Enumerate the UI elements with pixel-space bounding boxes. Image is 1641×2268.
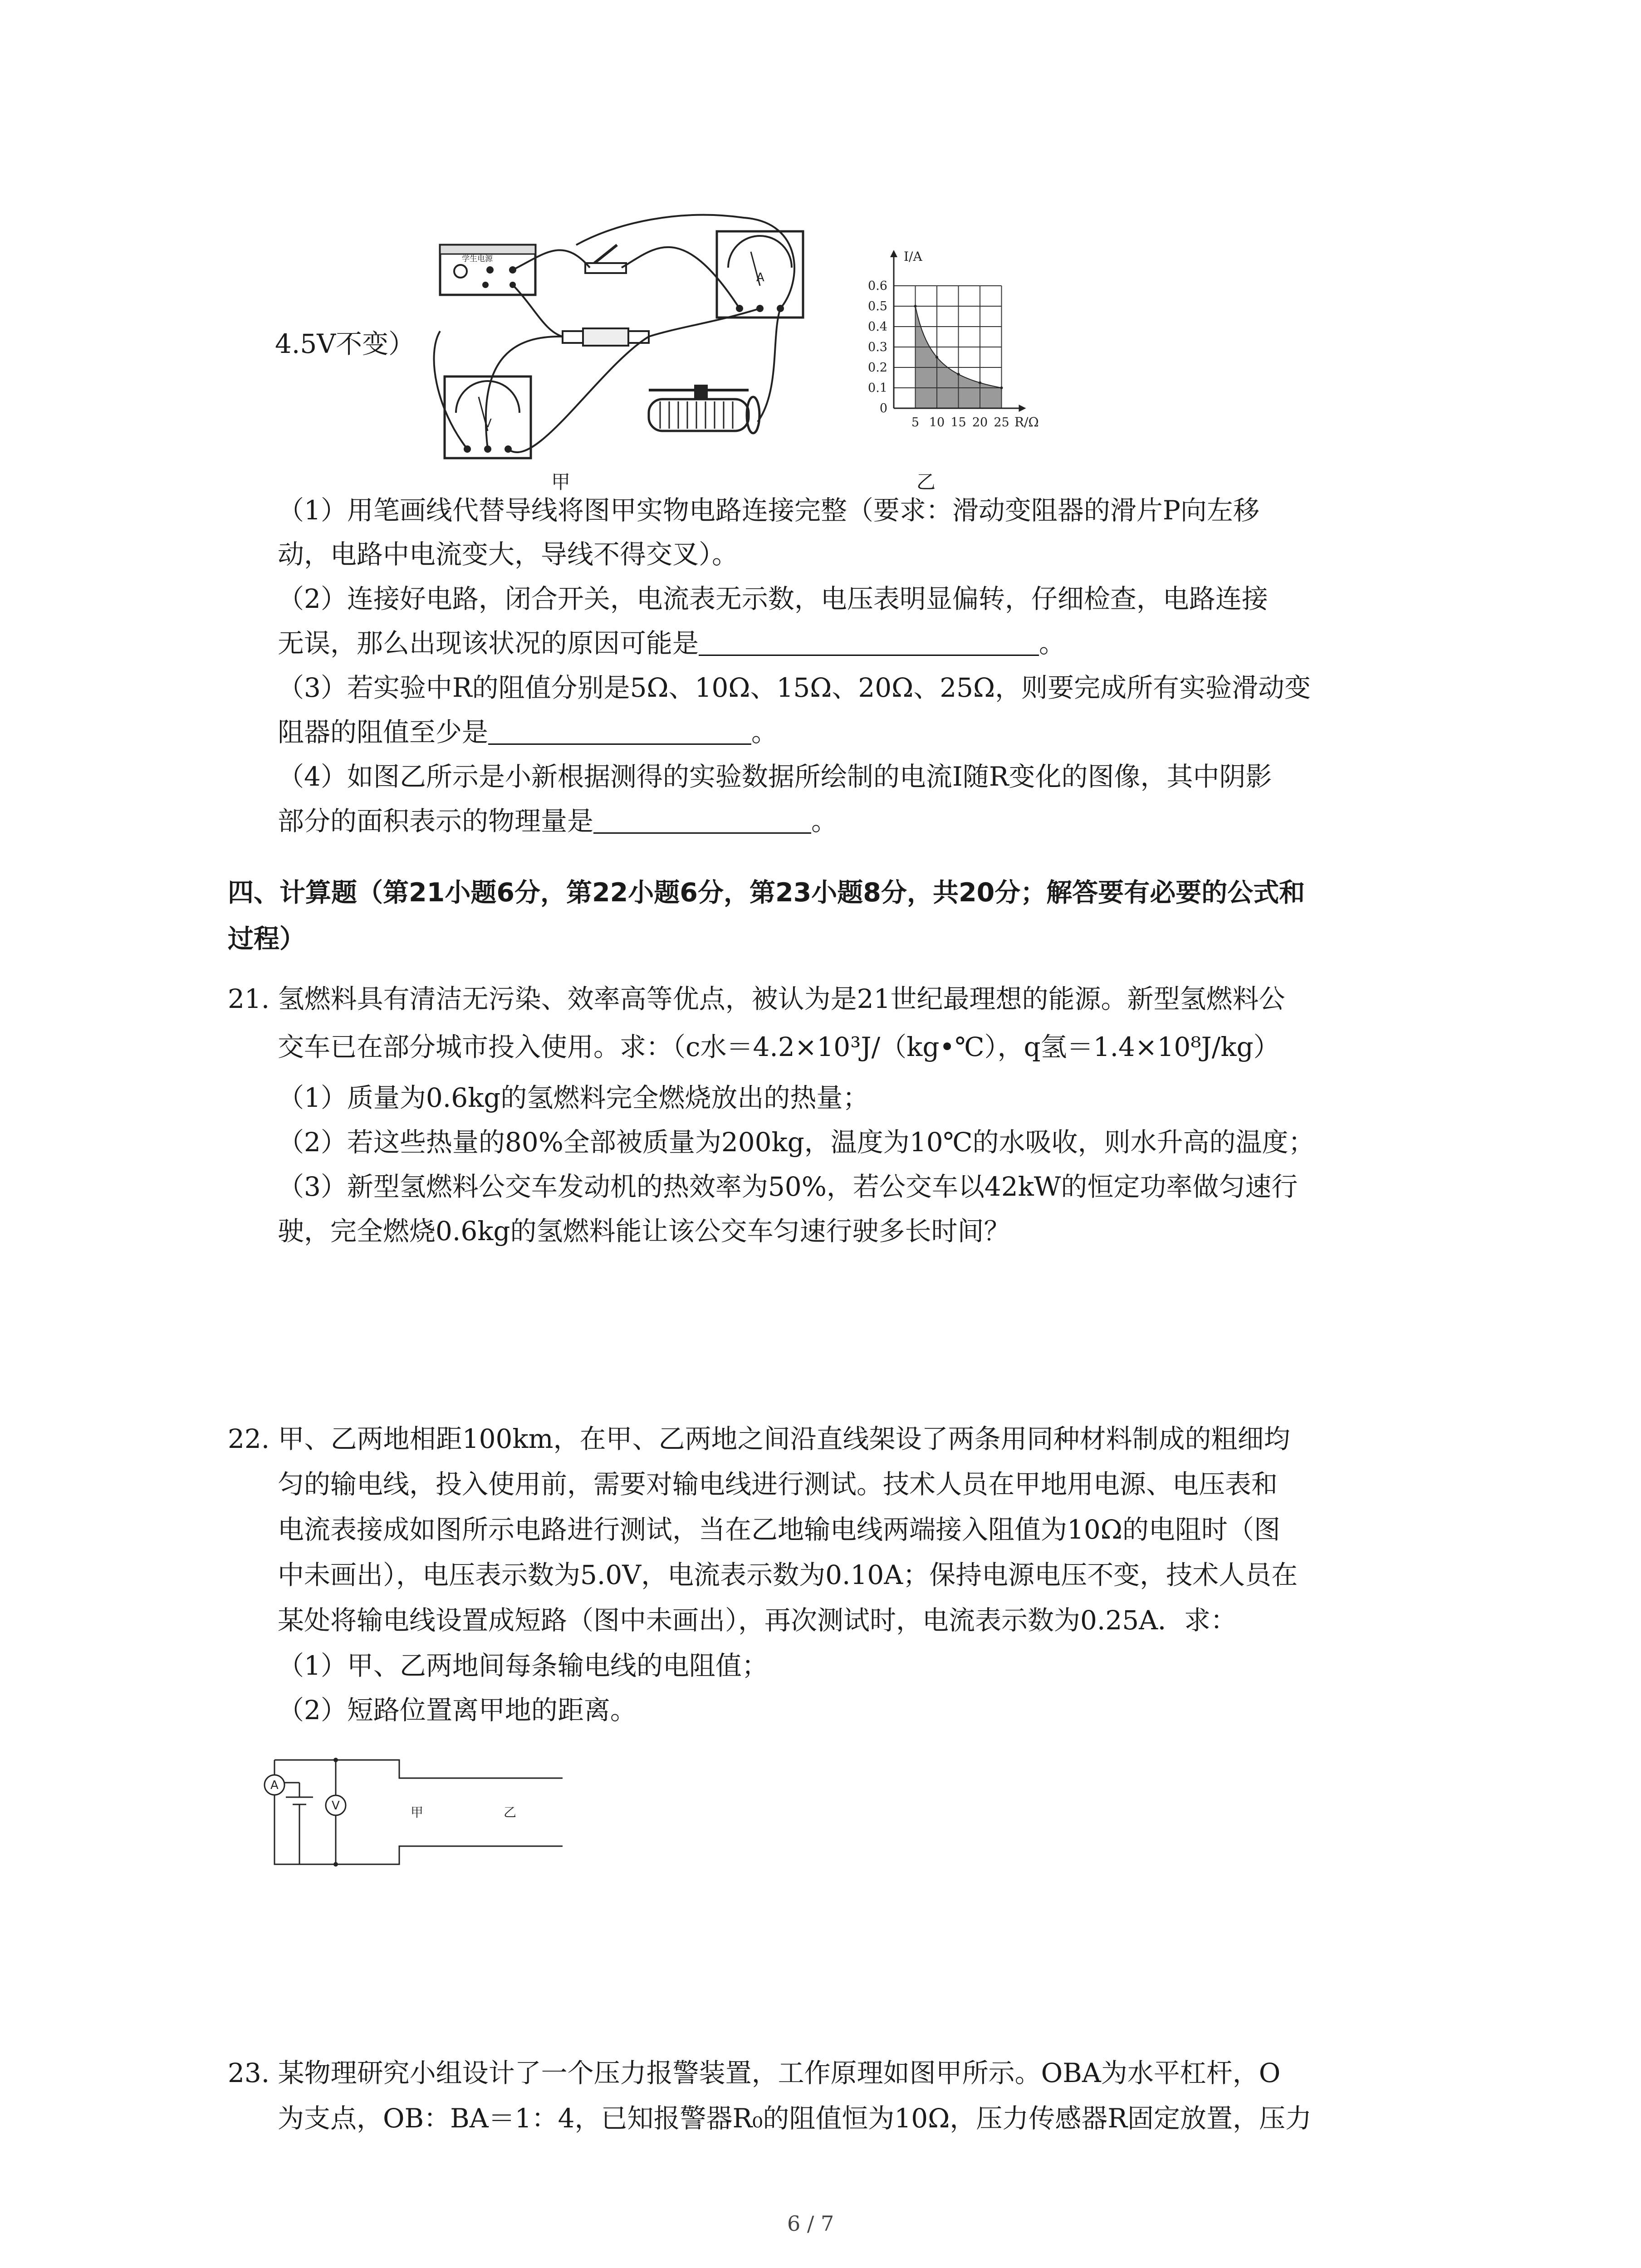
data-point bbox=[936, 356, 938, 359]
q22-sub2: （2）短路位置离甲地的距离。 bbox=[278, 1695, 637, 1725]
power-supply-label: 学生电源 bbox=[462, 254, 493, 264]
data-point bbox=[979, 381, 981, 384]
q21-sub3-line1: （3）新型氢燃料公交车发动机的热效率为50%，若公交车以42kW的恒定功率做匀速行 bbox=[278, 1171, 1298, 1202]
location-yi-label: 乙 bbox=[504, 1805, 517, 1820]
y-tick-label: 0.1 bbox=[868, 381, 887, 395]
section4-heading-line2: 过程） bbox=[228, 924, 305, 954]
q23-line1: 23. 某物理研究小组设计了一个压力报警装置，工作原理如图甲所示。OBA为水平杠杆，O bbox=[228, 2058, 1281, 2088]
y-tick-label: 0.6 bbox=[868, 279, 887, 293]
y-tick-label: 0 bbox=[879, 401, 887, 415]
q20-part4-answer-blank[interactable] bbox=[593, 805, 811, 834]
data-point bbox=[1000, 386, 1003, 389]
q22-line1: 22. 甲、乙两地相距100km，在甲、乙两地之间沿直线架设了两条用同种材料制成的粗细均 bbox=[228, 1423, 1290, 1454]
switch bbox=[585, 245, 626, 273]
q20-part3-period: 。 bbox=[751, 717, 778, 748]
q20-part3-answer-blank[interactable] bbox=[488, 716, 751, 745]
y-axis-arrow bbox=[890, 250, 897, 257]
q20-part2-line1: （2）连接好电路，闭合开关，电流表无示数，电压表明显偏转，仔细检查，电路连接 bbox=[278, 583, 1268, 614]
figure-caption-yi: 乙 bbox=[916, 471, 936, 493]
q20-part1-line2: 动，电路中电流变大，导线不得交叉）。 bbox=[278, 539, 739, 570]
q20-part3-text: 阻器的阻值至少是 bbox=[278, 717, 489, 748]
q22-line4: 中未画出），电压表示数为5.0V，电流表示数为0.10A；保持电源电压不变，技术人员在 bbox=[278, 1559, 1298, 1590]
q21-sub2: （2）若这些热量的80%全部被质量为200kg，温度为10℃的水吸收，则水升高的温度； bbox=[278, 1127, 1315, 1158]
q20-part3-line1: （3）若实验中R的阻值分别是5Ω、10Ω、15Ω、20Ω、25Ω，则要完成所有实验滑动变 bbox=[278, 672, 1311, 703]
x-tick-label: 15 bbox=[950, 415, 966, 430]
y-tick-label: 0.5 bbox=[868, 299, 887, 313]
q20-part2-answer-blank[interactable] bbox=[699, 627, 1039, 656]
x-tick-label: 25 bbox=[994, 415, 1009, 430]
q23-line2: 为支点，OB：BA＝1：4，已知报警器R₀的阻值恒为10Ω，压力传感器R固定放置，压力 bbox=[278, 2103, 1312, 2134]
section4-heading-line1: 四、计算题（第21小题6分，第22小题6分，第23小题8分，共20分；解答要有必要的公式和 bbox=[228, 878, 1305, 908]
x-axis-arrow bbox=[1019, 405, 1026, 412]
ammeter-label: A bbox=[756, 271, 764, 284]
rheostat bbox=[649, 385, 759, 433]
circuit-prefix-text: 4.5V不变） bbox=[275, 328, 415, 359]
power-supply bbox=[440, 245, 535, 295]
q21-line2: 交车已在部分城市投入使用。求：（c水＝4.2×10³J/（kg•℃），q氢＝1.4×10⁸J/kg） bbox=[278, 1031, 1280, 1062]
q22-line3: 电流表接成如图所示电路进行测试，当在乙地输电线两端接入阻值为10Ω的电阻时（图 bbox=[278, 1514, 1280, 1545]
q22-line5: 某处将输电线设置成短路（图中未画出），再次测试时，电流表示数为0.25A．求： bbox=[278, 1605, 1237, 1636]
q21-line1: 21. 氢燃料具有清洁无污染、效率高等优点，被认为是21世纪最理想的能源。新型氢燃料公 bbox=[228, 983, 1285, 1014]
q20-part2-period: 。 bbox=[1039, 628, 1066, 659]
fixed-resistor bbox=[563, 328, 649, 346]
page-number: 6 / 7 bbox=[787, 2211, 834, 2236]
x-tick-label: 20 bbox=[972, 415, 988, 430]
q22-sub1: （1）甲、乙两地间每条输电线的电阻值； bbox=[278, 1650, 768, 1681]
y-tick-label: 0.4 bbox=[868, 320, 887, 334]
q22-line2: 匀的输电线，投入使用前，需要对输电线进行测试。技术人员在甲地用电源、电压表和 bbox=[278, 1469, 1278, 1500]
location-jia-label: 甲 bbox=[411, 1805, 424, 1820]
q20-part3-line2 bbox=[278, 714, 778, 750]
data-point bbox=[914, 305, 917, 308]
q20-part4-period: 。 bbox=[811, 806, 838, 836]
x-tick-label: 10 bbox=[929, 415, 945, 430]
q20-part4-line2 bbox=[278, 803, 838, 839]
x-tick-label: 5 bbox=[911, 415, 920, 430]
figure-caption-jia: 甲 bbox=[551, 471, 571, 493]
x-axis-title: R/Ω bbox=[1014, 415, 1039, 430]
voltmeter-symbol-label: V bbox=[332, 1799, 340, 1813]
q20-part4-line1: （4）如图乙所示是小新根据测得的实验数据所绘制的电流I随R变化的图像，其中阴影 bbox=[278, 761, 1272, 792]
q21-sub1: （1）质量为0.6kg的氢燃料完全燃烧放出的热量； bbox=[278, 1082, 869, 1113]
y-tick-label: 0.3 bbox=[868, 340, 887, 354]
transmission-line-circuit bbox=[272, 1755, 599, 1873]
q20-part2-text: 无误，那么出现该状况的原因可能是 bbox=[278, 628, 699, 659]
data-point bbox=[957, 373, 960, 376]
q20-part1-line1: （1）用笔画线代替导线将图甲实物电路连接完整（要求：滑动变阻器的滑片P向左移 bbox=[278, 495, 1259, 526]
current-resistance-graph bbox=[853, 245, 1071, 454]
q20-part2-line2 bbox=[278, 625, 1065, 661]
y-axis-title: I/A bbox=[904, 249, 922, 264]
voltmeter-label: V bbox=[484, 417, 492, 430]
q21-sub3-line2: 驶，完全燃烧0.6kg的氢燃料能让该公交车匀速行驶多长时间？ bbox=[278, 1216, 1010, 1246]
q20-part4-text: 部分的面积表示的物理量是 bbox=[278, 806, 594, 836]
ammeter-symbol-label: A bbox=[270, 1779, 279, 1792]
y-tick-label: 0.2 bbox=[868, 361, 887, 375]
